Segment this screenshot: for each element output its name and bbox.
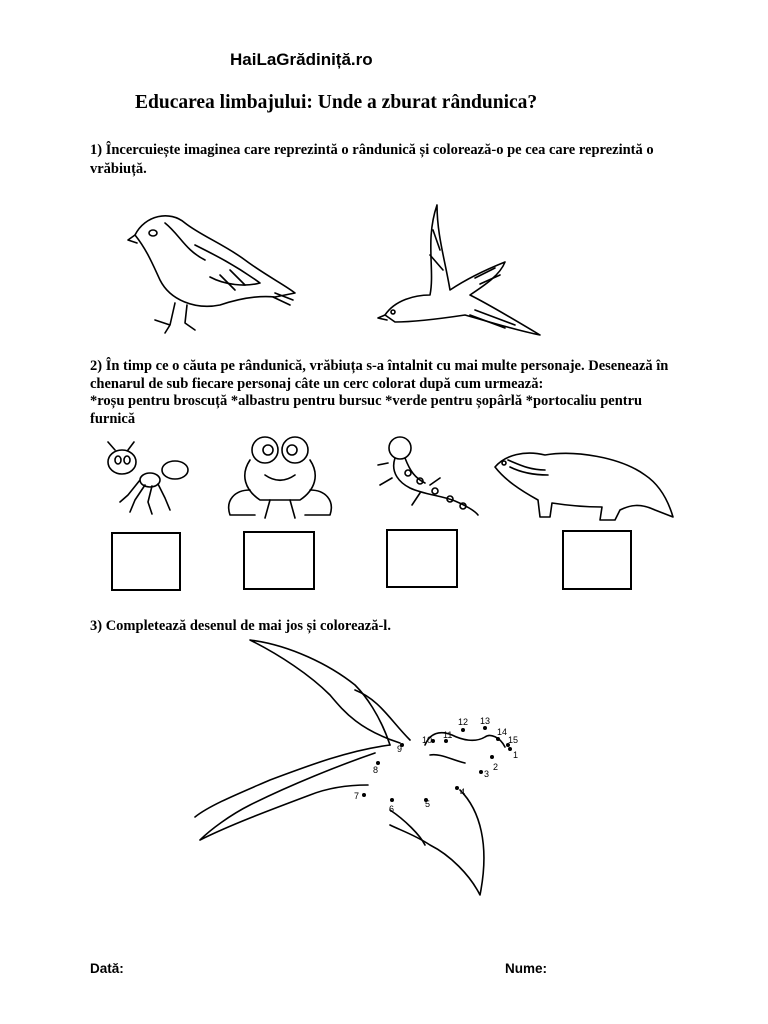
dot-number: 3	[484, 769, 490, 779]
sparrow-icon	[125, 205, 300, 335]
dot-number: 11	[443, 730, 453, 740]
question-2-colors: *roșu pentru broscuță *albastru pentru bursuc *verde pentru șopârlă *portocaliu pentru furnică	[90, 393, 643, 427]
dot-number: 8	[373, 765, 379, 775]
question-2-text: 2) În timp ce o căuta pe rândunică, vrăbiuța s-a întalnit cu mai multe personaje. Desenează în chenarul de sub fiecare personaj câte un cerc colorat după cum urmează:	[90, 358, 669, 392]
dot-number: 7	[354, 791, 360, 801]
dot-number: 2	[493, 762, 499, 772]
dot-number: 9	[397, 744, 403, 754]
question-1: 1) Încercuiește imaginea care reprezintă o rândunică și colorează-o pe cea care reprezintă o vrăbiuță.	[90, 142, 654, 177]
dot-number: 10	[422, 735, 433, 745]
dot-to-dot-swallow[interactable]	[190, 635, 620, 920]
page-title: Educarea limbajului: Unde a zburat rândunica?	[135, 92, 538, 113]
answer-box-ant[interactable]	[111, 532, 181, 591]
dot-number: 14	[497, 727, 508, 737]
lizard-icon	[370, 433, 480, 518]
answer-box-frog[interactable]	[243, 531, 315, 590]
ant-icon	[100, 440, 190, 518]
dot-number: 1	[513, 750, 519, 760]
answer-box-lizard[interactable]	[386, 529, 458, 588]
dot-number: 13	[480, 716, 491, 726]
frog-icon	[220, 430, 340, 522]
question-3: 3) Completează desenul de mai jos și colorează-l.	[90, 618, 391, 634]
dot-number: 6	[389, 804, 395, 814]
site-name: HaiLaGrădiniță.ro	[230, 50, 373, 69]
dot-number: 4	[460, 787, 466, 797]
badger-icon	[490, 445, 675, 525]
date-label: Dată:	[90, 961, 124, 976]
swallow-icon	[375, 200, 545, 340]
answer-box-badger[interactable]	[562, 530, 632, 590]
question-2	[90, 358, 690, 428]
dot-number: 15	[508, 735, 519, 745]
dot-number: 5	[425, 799, 431, 809]
dot-number: 12	[458, 717, 469, 727]
name-label: Nume:	[505, 961, 548, 976]
